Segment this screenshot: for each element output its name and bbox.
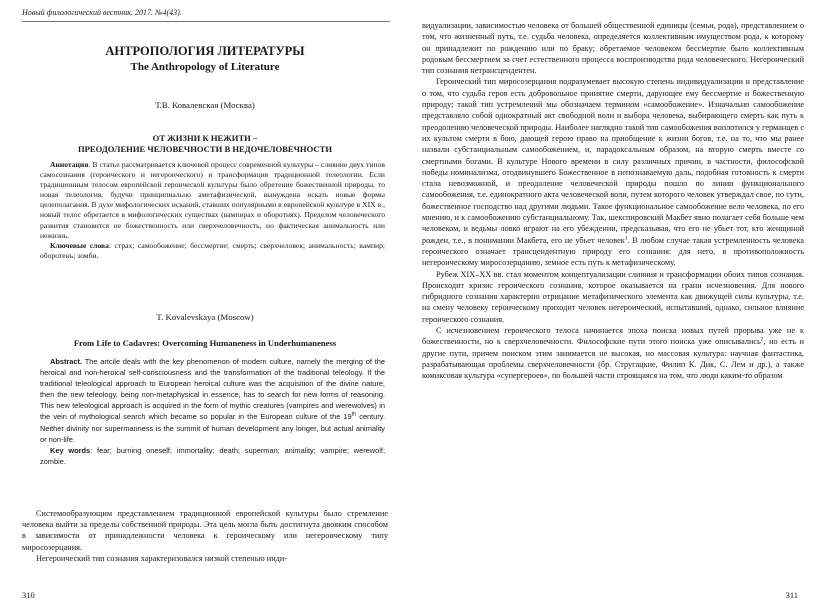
section-title-ru: АНТРОПОЛОГИЯ ЛИТЕРАТУРЫ <box>105 44 305 58</box>
body-text: , но есть и другие пути, причем поиском этим занимается не высокая, но массовая культура: научная фантастика, разрабатывающая проблемы сверхчеловечности (бр. Стругацкие, Филип К. Дик, С. Лем и др.), а также комиксовая культура «супергероев», по большей части строящаяся на том, что люди каким-то образом <box>422 337 804 381</box>
article-title-ru-line1: ОТ ЖИЗНИ К НЕЖИТИ – <box>152 133 258 143</box>
section-title-en: The Anthropology of Literature <box>130 61 280 73</box>
left-body-text <box>22 508 388 564</box>
keywords-en-label: Key words <box>50 445 91 455</box>
keywords-ru <box>40 241 385 261</box>
keywords-ru-label: Ключевые слова <box>50 240 109 250</box>
annotation <box>40 160 385 241</box>
keywords-ru-text: : страх; самообожение; бессмертие; смерть; сверхчеловек; анимальность; вампир; оборотень; зомби. <box>40 240 385 260</box>
abstract-ordinal-sup: th <box>351 412 357 418</box>
abstract-text-a: The artcile deals with the key phenomenon of modern culture, namely the merging of the heroical and non-heroical self-consciousness and the transformation of the traditional teleology. If the traditional teleological approach to European heroical culture was the acquisition of the divine nature, then the new teleology, being non-metaphysical in essence, has to search for new forms of reasoning. This new teleological approach is acquired in the form of mythic creatures (vampires and werewolves) in the vein of mythological search which became so popular in the European culture of the 19 <box>40 357 385 422</box>
abstract-block <box>40 356 385 467</box>
annotation-block <box>40 160 385 261</box>
keywords-en-text: : fear; burning oneself; immortality; death; superman; animality; vampire; werewolf; zombie. <box>40 445 385 466</box>
article-title-en: From Life to Cadavres: Overcoming Humaneness in Underhumaneness <box>73 338 337 348</box>
article-title-ru-line2: ПРЕОДОЛЕНИЕ ЧЕЛОВЕЧНОСТИ В НЕДОЧЕЛОВЕЧНОСТИ <box>77 144 333 154</box>
body-text: Героический тип миросозерцания подразумевает высокую степень индивидуализации и представление о том, что судьба героя есть добровольное принятие смерти, дарующее ему бессмертие и божественную природу; такой тип устремлений мы обозначаем термином «самообожение». Изначально самообожение представляло собой однократный акт свободной воли и выбора человека, выбирающего смерть как путь к преодолению человеческой природы. Наиболее наглядно такой тип самообожения воплотился у германцев с их культом смерти в бою, дающей герою право на приобщение к жизни богов, т.е. на то, что мы ранее назвали субстанциальным самообожением, и, парадоксальным образом, на вторую смерть вместе со смертными богами. В культуре Нового времени в силу различных причин, в частности, философской победы номинализма, отодвинувшего Божественное в непознаваемую даль, подобная готовность к смерти стала невозможной, и преодоление человеческой природы пошло по линии функционального самообожения, т.е. единократного акта человеческой воли, путем которого человек утверждал свое, по сути, божественное господство над другими людьми. Такое функциональное самообожение вело человека, по его мнению, и к самообожению субстанциальному. Так, шекспировский Макбет явно полагает себя больше чем человеком, и ведьмы ловко играют на его убеждении, предсказывая, что его не убьет тот, кто женщиной рожден, т.е., в понимании Макбета, его не убьет человек <box>422 77 804 245</box>
footnote-ref-2: 2 <box>760 336 764 343</box>
article-title-ru <box>20 133 390 155</box>
body-paragraph: Негероический тип сознания характеризовался низкой степенью инди- <box>36 553 288 563</box>
abstract-text-b: century. Neither divinity nor supermanness is the summit of human development any longer, but actual animality or non-life. <box>40 412 385 444</box>
keywords-en <box>40 445 385 467</box>
body-paragraph: Рубеж XIX–XX вв. стал моментом концептуализации слияния и трансформации обоих типов сознания. Происходит кризис героического сознания, которое оказывается на грани исчезновения. Для нового гибридного сознания характерно отрицание метафизического элемента как движущей силы культуры, т.е. на смену человеку героическому приходит человек негероический, испытавший, однако, сильное влияние героического сознания. <box>422 269 804 324</box>
body-paragraph <box>422 76 804 268</box>
right-body-text <box>422 20 804 382</box>
body-paragraph: Системообразующим представлением традиционной европейской культуры было стремление человека выйти за пределы собственной природы. Эта цель могла быть достигнута двояким способом в зависимости от принадлежности человека к героическому или негероическому типу миросозерцания. <box>22 509 388 552</box>
body-text: С исчезновением героического телоса начинается эпоха поиска новых путей прорыва уже не к божественности, но к сверхчеловечности. Философские пути этого поиска уже описывались <box>422 326 804 347</box>
running-head: Новый филологический вестник. 2017. №4(43). <box>22 8 182 17</box>
abstract-label: Abstract. <box>50 357 83 366</box>
footnote-ref-1: 1 <box>624 234 628 241</box>
annotation-text: . В статье рассматривается ключевой процесс современной культуры – слияние двух типов самосознания (героического и негероического) и трансформация традиционной телеологии. Если традиционным телосом европейской героической культуры было обретение божественной природы, то новая телеология, будучи принципиально аметафизической, вынуждена искать новые формы целеполагания. В духе мифологических исканий, ставших популярными в европейской культуре в XIX в., новый телос обретается в мифологических существах (вампирах и оборотнях). Пределом человеческого развития становится не божественность или сверхчеловечность, но фактическая анимальность или нежизнь. <box>40 160 385 240</box>
body-paragraph <box>422 325 804 381</box>
author-ru: Т.В. Ковалевская (Москва) <box>155 100 255 110</box>
abstract <box>40 356 385 445</box>
page-number-left: 310 <box>22 590 35 600</box>
author-en: T. Kovalevskaya (Moscow) <box>156 312 254 322</box>
right-page <box>410 0 820 609</box>
annotation-label: Аннотация <box>50 160 89 169</box>
body-text: . В любом случае такая устремленность человека героического означает трансцендентную природу его сознания: для него, в противоположность негероическому миросозерцанию, земное есть путь к метафизическому. <box>422 235 804 268</box>
running-head-rule <box>22 21 390 22</box>
page-number-right: 311 <box>785 590 798 600</box>
body-paragraph: видуализации, зависимостью человека от большей общественной единицы (семьи, рода), представлением о том, что жизненный путь, т.е. судьба человека, определяется коллективным имуществом рода, к которому он принадлежит по рождению или по браку; обретаемое человеком бессмертие было коллективным родовым бессмертием за счет естественного процесса воспроизводства рода человеческого. Негероический тип сознания нетрансцендентен. <box>422 21 804 76</box>
